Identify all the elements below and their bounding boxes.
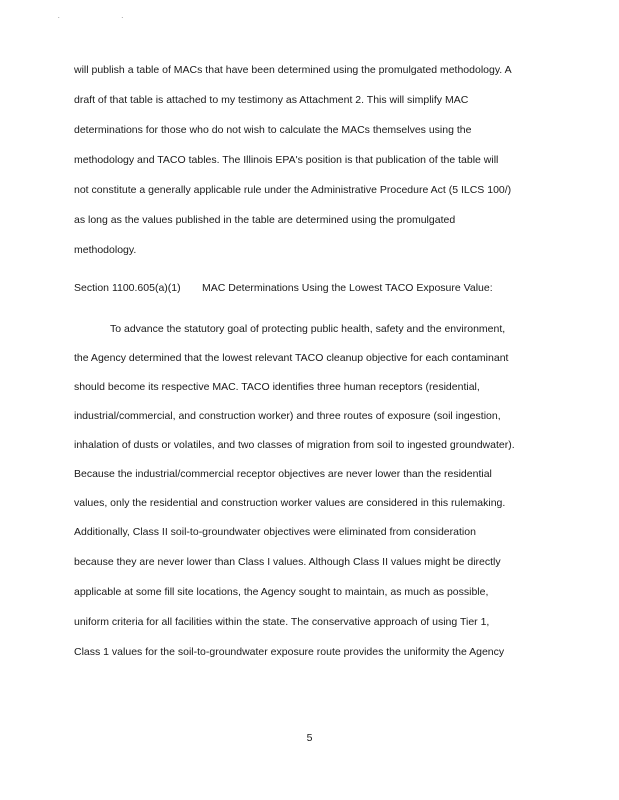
paragraph-2-line-3: should become its respective MAC. TACO identifies three human receptors (residential, xyxy=(74,381,480,393)
paragraph-1-line-4: methodology and TACO tables. The Illinois EPA's position is that publication of the table will xyxy=(74,154,499,166)
paragraph-2-line-4: industrial/commercial, and construction worker) and three routes of exposure (soil ingestion, xyxy=(74,410,501,422)
paragraph-2-line-10: applicable at some fill site locations, the Agency sought to maintain, as much as possible, xyxy=(74,586,489,598)
section-number: Section 1100.605(a)(1) xyxy=(74,282,181,294)
paragraph-1-line-1: will publish a table of MACs that have been determined using the promulgated methodology. A xyxy=(74,64,512,76)
paragraph-1-line-6: as long as the values published in the table are determined using the promulgated xyxy=(74,214,456,226)
paragraph-1-line-2: draft of that table is attached to my testimony as Attachment 2. This will simplify MAC xyxy=(74,94,469,106)
paragraph-2-line-8: Additionally, Class II soil-to-groundwater objectives were eliminated from consideration xyxy=(74,526,476,538)
paragraph-2-line-12: Class 1 values for the soil-to-groundwater exposure route provides the uniformity the Agency xyxy=(74,646,505,658)
paragraph-1-line-7: methodology. xyxy=(74,244,137,256)
paragraph-2-line-11: uniform criteria for all facilities within the state. The conservative approach of using Tier 1, xyxy=(74,616,490,628)
scan-marks: . . xyxy=(58,14,154,20)
paragraph-2-line-6: Because the industrial/commercial receptor objectives are never lower than the residential xyxy=(74,468,492,480)
page-number: 5 xyxy=(306,732,313,744)
paragraph-2-line-1: To advance the statutory goal of protecting public health, safety and the environment, xyxy=(110,323,506,335)
paragraph-2-line-7: values, only the residential and construction worker values are considered in this rulemaking. xyxy=(74,497,506,509)
paragraph-1-line-3: determinations for those who do not wish to calculate the MACs themselves using the xyxy=(74,124,472,136)
section-title: MAC Determinations Using the Lowest TACO Exposure Value: xyxy=(202,282,493,294)
paragraph-2-line-5: inhalation of dusts or volatiles, and two classes of migration from soil to ingested groundwater). xyxy=(74,439,515,451)
paragraph-2-line-2: the Agency determined that the lowest relevant TACO cleanup objective for each contaminant xyxy=(74,352,509,364)
paragraph-2-line-9: because they are never lower than Class I values. Although Class II values might be directly xyxy=(74,556,501,568)
paragraph-1-line-5: not constitute a generally applicable rule under the Administrative Procedure Act (5 ILCS 100/) xyxy=(74,184,512,196)
